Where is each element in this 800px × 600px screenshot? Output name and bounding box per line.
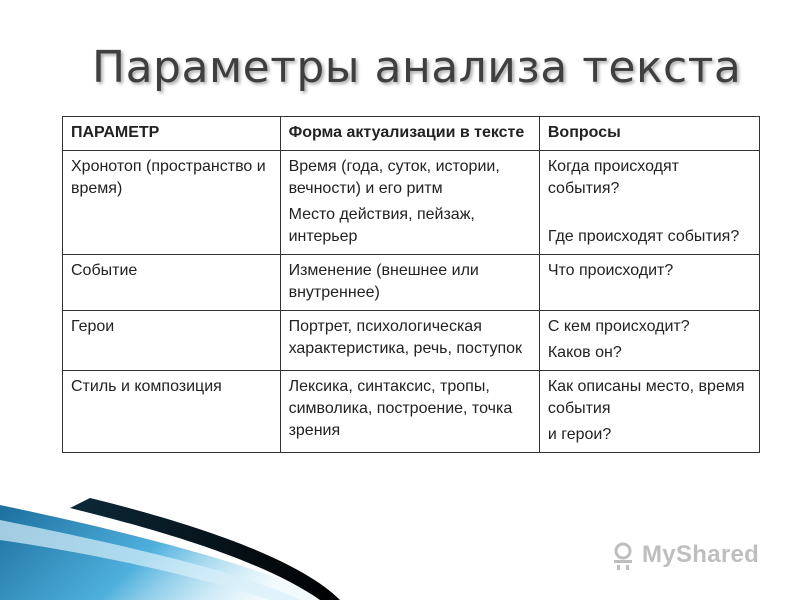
cell-form [280, 255, 539, 311]
cell-questions [539, 311, 759, 371]
cell-parameter: Событие [63, 255, 281, 311]
watermark [608, 538, 759, 572]
cell-form-line: Портрет, психологическая характеристика, речь, поступок [288, 318, 523, 357]
cell-question-line: С кем происходит? [547, 318, 690, 335]
cell-form [280, 311, 539, 371]
cell-form [280, 371, 539, 453]
cell-parameter: Хронотоп (пространство и время) [63, 151, 281, 255]
header-cell-questions: Вопросы [539, 117, 759, 151]
blue-swoosh-shape [0, 505, 330, 600]
table-header-row [63, 117, 760, 151]
cell-questions [539, 371, 759, 453]
cell-form-line: Изменение (внешнее или внутреннее) [288, 262, 479, 301]
cell-question-line: Где происходят события? [547, 228, 740, 245]
table-row [63, 151, 760, 255]
cell-question-line: Что происходит? [547, 262, 674, 279]
header-cell-parameter: ПАРАМЕТР [63, 117, 281, 151]
cell-form [280, 151, 539, 255]
table-row [63, 371, 760, 453]
cell-question-line: Каков он? [547, 344, 622, 361]
cell-form-line: Лексика, синтаксис, тропы, символика, построение, точка зрения [288, 378, 513, 439]
parameters-table [62, 116, 760, 453]
myshared-logo-icon [608, 540, 638, 570]
cell-question-line: Когда происходят события? [547, 158, 679, 197]
cell-parameter: Герои [63, 311, 281, 371]
header-cell-form: Форма актуализации в тексте [280, 117, 539, 151]
cell-form-line: Время (года, суток, истории, вечности) и его ритм [288, 158, 500, 197]
cell-question-line: Как описаны место, время события [547, 378, 745, 417]
watermark-text: MyShared [642, 541, 760, 568]
cell-parameter: Стиль и композиция [63, 371, 281, 453]
cell-form-line: Место действия, пейзаж, интерьер [288, 206, 475, 245]
table-row [63, 255, 760, 311]
cell-questions [539, 255, 759, 311]
cell-question-line: и герои? [547, 426, 612, 443]
light-swoosh-shape [0, 520, 300, 600]
slide-title: Параметры анализа текста [92, 42, 742, 93]
table-row [63, 311, 760, 371]
dark-swoosh-stripe [70, 498, 340, 600]
cell-questions [539, 151, 759, 255]
